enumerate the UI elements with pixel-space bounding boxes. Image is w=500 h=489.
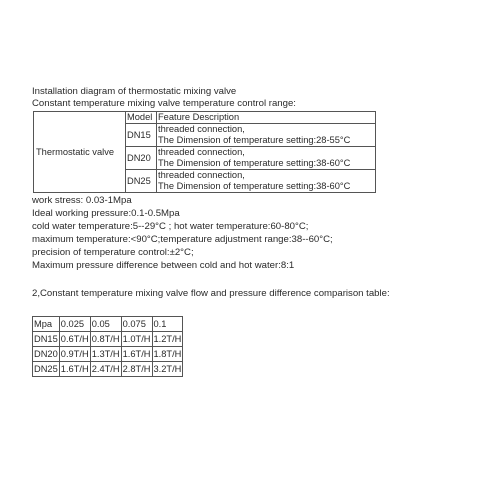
spec-notes: [32, 194, 472, 272]
spec-table: [33, 111, 376, 193]
spec-description-line: threaded connection,: [158, 147, 245, 157]
spec-description-line: threaded connection,: [158, 124, 245, 134]
table-row: [33, 332, 183, 347]
document-page: [32, 86, 472, 377]
document-subtitle: Constant temperature mixing valve temperature control range:: [32, 98, 296, 109]
note-line: precision of temperature control:±2°C;: [32, 247, 194, 258]
spec-description-cell: [157, 170, 376, 193]
spec-table-label: Thermostatic valve: [34, 112, 126, 193]
flow-cell: 2.4T/H: [90, 362, 121, 377]
table-row: [33, 362, 183, 377]
flow-cell: 1.0T/H: [121, 332, 152, 347]
flow-cell: 0.9T/H: [59, 347, 90, 362]
spec-model-cell: DN15: [126, 124, 157, 147]
flow-cell: 0.8T/H: [90, 332, 121, 347]
flow-cell: 2.8T/H: [121, 362, 152, 377]
note-line: maximum temperature:<90°C;temperature adjustment range:38--60°C;: [32, 234, 333, 245]
flow-cell: DN15: [33, 332, 60, 347]
flow-header-cell: Mpa: [33, 317, 60, 332]
spec-model-cell: DN25: [126, 170, 157, 193]
flow-cell: 1.6T/H: [121, 347, 152, 362]
section-gap: [32, 272, 472, 288]
note-line: work stress: 0.03-1Mpa: [32, 195, 132, 206]
spec-description-line: The Dimension of temperature setting:38-60°C: [158, 181, 351, 191]
spec-table-header-row: [34, 112, 376, 124]
spec-description-line: The Dimension of temperature setting:28-55°C: [158, 135, 351, 145]
note-line: Ideal working pressure:0.1-0.5Mpa: [32, 208, 180, 219]
flow-header-cell: 0.1: [152, 317, 183, 332]
table-row: [33, 347, 183, 362]
spec-description-line: threaded connection,: [158, 170, 245, 180]
flow-cell: 1.8T/H: [152, 347, 183, 362]
flow-cell: 3.2T/H: [152, 362, 183, 377]
spec-description-cell: [157, 147, 376, 170]
spec-description-line: The Dimension of temperature setting:38-60°C: [158, 158, 351, 168]
spec-model-cell: DN20: [126, 147, 157, 170]
flow-cell: 1.2T/H: [152, 332, 183, 347]
spec-header-model: Model: [126, 112, 157, 124]
flow-cell: DN25: [33, 362, 60, 377]
document-title: Installation diagram of thermostatic mixing valve: [32, 86, 237, 97]
flow-cell: 0.6T/H: [59, 332, 90, 347]
flow-cell: 1.3T/H: [90, 347, 121, 362]
flow-header-cell: 0.05: [90, 317, 121, 332]
flow-header-cell: 0.075: [121, 317, 152, 332]
spec-description-cell: [157, 124, 376, 147]
flow-cell: DN20: [33, 347, 60, 362]
flow-header-cell: 0.025: [59, 317, 90, 332]
note-line: Maximum pressure difference between cold and hot water:8:1: [32, 260, 295, 271]
spec-header-description: Feature Description: [157, 112, 376, 124]
flow-table-header-row: [33, 317, 183, 332]
flow-table: [32, 316, 183, 377]
flow-table-title: 2,Constant temperature mixing valve flow and pressure difference comparison table:: [32, 288, 390, 299]
note-line: cold water temperature:5--29°C ; hot water temperature:60-80°C;: [32, 221, 309, 232]
flow-cell: 1.6T/H: [59, 362, 90, 377]
